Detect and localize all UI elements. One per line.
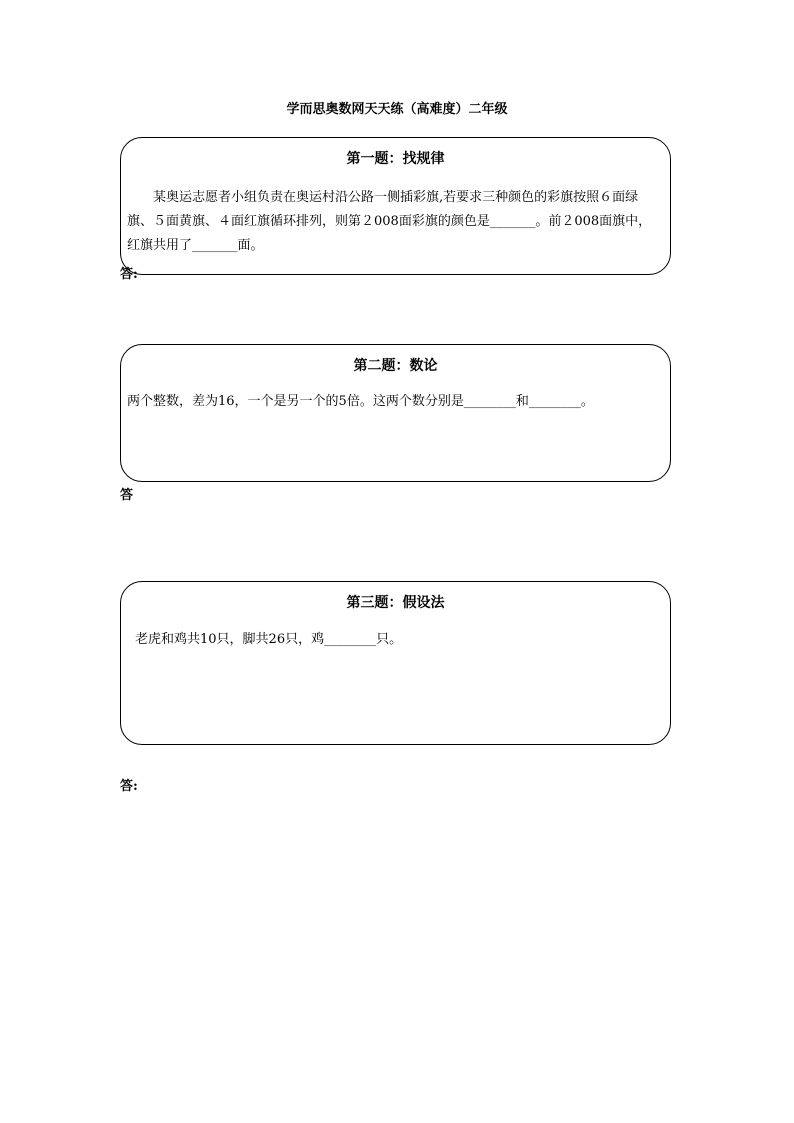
answer-label-2: 答 — [120, 488, 134, 503]
question-2-body: 两个整数，差为16，一个是另一个的5倍。这两个数分别是________和________。 — [127, 394, 594, 409]
question-box-3 — [120, 581, 671, 745]
question-box-2 — [120, 344, 671, 482]
question-2-heading: 第二题：数论 — [353, 358, 438, 374]
question-1-body: 某奥运志愿者小组负责在奥运村沿公路一侧插彩旗,若要求三种颜色的彩旗按照６面绿旗、５面黄旗、４面红旗循环排列，则第２008面彩旗的颜色是_______。前２008面旗中，红旗共用了_______面。 — [127, 190, 652, 253]
question-1-heading: 第一题：找规律 — [346, 151, 445, 167]
answer-label-1: 答: — [120, 267, 138, 282]
question-3-body: 老虎和鸡共10只，脚共26只，鸡________只。 — [135, 632, 403, 647]
question-3-heading: 第三题：假设法 — [346, 595, 445, 611]
question-box-1 — [120, 137, 671, 275]
answer-label-3: 答: — [120, 779, 138, 794]
document-title: 学而思奥数网天天练（高难度）二年级 — [286, 102, 508, 117]
